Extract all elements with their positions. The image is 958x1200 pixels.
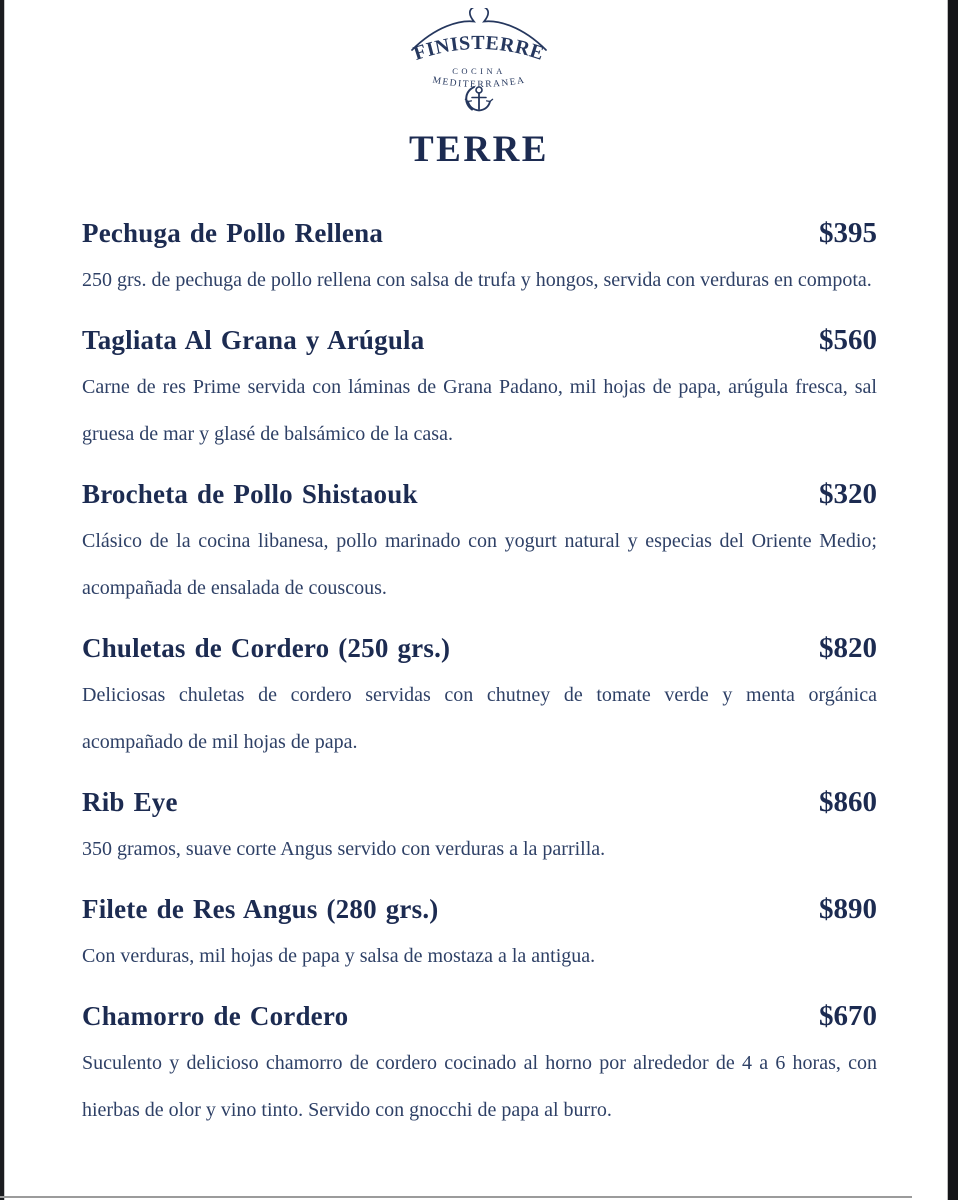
item-description: Carne de res Prime servida con láminas de Grana Padano, mil hojas de papa, arúgula fresca, sal gruesa de mar y glasé de balsámico de la casa. [82, 376, 877, 445]
item-header [82, 217, 877, 250]
menu-item [82, 217, 877, 304]
finisterre-logo-icon [404, 8, 554, 112]
item-price: $820 [819, 632, 877, 664]
item-name: Tagliata Al Grana y Arúgula [82, 325, 425, 355]
item-description: Con verduras, mil hojas de papa y salsa de mostaza a la antigua. [82, 945, 596, 967]
item-description: Clásico de la cocina libanesa, pollo marinado con yogurt natural y especias del Oriente Medio; acompañada de ensalada de couscous. [82, 530, 877, 599]
item-header [82, 893, 877, 926]
menu-item [82, 324, 877, 458]
item-description: 350 gramos, suave corte Angus servido con verduras a la parrilla. [82, 838, 606, 860]
item-price: $320 [819, 478, 877, 510]
page-edge-left [0, 0, 5, 1200]
item-price: $890 [819, 893, 877, 925]
item-name: Pechuga de Pollo Rellena [82, 218, 384, 248]
item-description: Deliciosas chuletas de cordero servidas con chutney de tomate verde y menta orgánica acompañado de mil hojas de papa. [82, 684, 877, 753]
item-name: Filete de Res Angus (280 grs.) [82, 894, 439, 924]
menu-item [82, 632, 877, 766]
item-description: 250 grs. de pechuga de pollo rellena con salsa de trufa y hongos, servida con verduras en compota. [82, 269, 872, 291]
item-header [82, 478, 877, 511]
item-name: Chuletas de Cordero (250 grs.) [82, 633, 451, 663]
menu-item [82, 1000, 877, 1134]
anchor-icon [465, 87, 492, 111]
item-header [82, 324, 877, 357]
logo-name-text: FINISTERRE [410, 31, 548, 65]
item-header [82, 786, 877, 819]
item-name: Brocheta de Pollo Shistaouk [82, 479, 418, 509]
menu-item [82, 893, 877, 980]
svg-text:FINISTERRE [411, 32, 547, 65]
item-price: $560 [819, 324, 877, 356]
menu-item [82, 478, 877, 612]
menu-list [0, 171, 958, 1134]
item-price: $670 [819, 1000, 877, 1032]
item-name: Rib Eye [82, 787, 178, 817]
page-edge-bottom [0, 1196, 912, 1198]
item-header [82, 632, 877, 665]
item-price: $860 [819, 786, 877, 818]
page-edge-right [947, 0, 958, 1200]
item-header [82, 1000, 877, 1033]
svg-text:MEDITERRANEA [432, 76, 527, 90]
item-description: Suculento y delicioso chamorro de cordero cocinado al horno por alrededor de 4 a 6 horas, con hierbas de olor y vino tinto. Servido con gnocchi de papa al burro. [82, 1052, 877, 1121]
menu-item [82, 786, 877, 873]
item-name: Chamorro de Cordero [82, 1001, 349, 1031]
logo-subtitle2-text: MEDITERRANEA [431, 75, 527, 91]
logo-subtitle1-text: COCINA [452, 66, 506, 76]
item-price: $395 [819, 217, 877, 249]
section-title: TERRE [409, 129, 549, 170]
restaurant-logo [0, 0, 958, 112]
